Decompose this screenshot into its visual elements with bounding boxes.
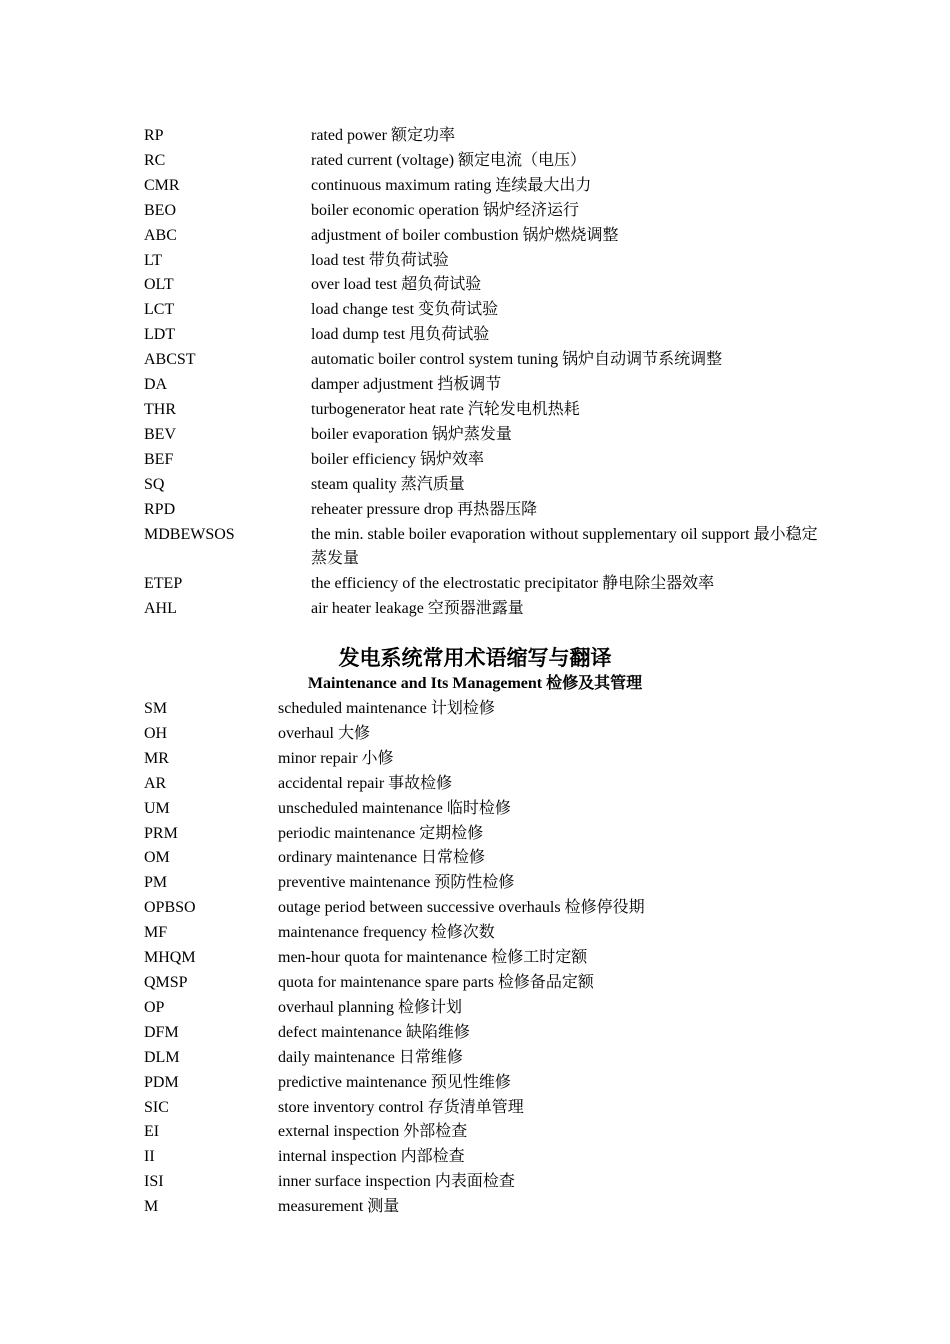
term-row (144, 1021, 824, 1046)
term-abbreviation: MF (144, 924, 168, 942)
term-abbreviation: PDM (144, 1073, 179, 1091)
term-abbreviation: MHQM (144, 949, 196, 967)
term-row (144, 1071, 824, 1096)
term-abbreviation: DLM (144, 1048, 180, 1066)
term-definition: defect maintenance 缺陷维修 (278, 1023, 470, 1041)
term-abbreviation: SQ (144, 475, 165, 493)
term-abbreviation: OM (144, 849, 170, 867)
term-abbreviation: OP (144, 998, 165, 1016)
term-definition: measurement 测量 (278, 1198, 400, 1216)
term-abbreviation: ETEP (144, 575, 183, 593)
term-definition: air heater leakage 空预器泄露量 (311, 600, 524, 618)
term-abbreviation: AHL (144, 600, 177, 618)
term-definition: overhaul planning 检修计划 (278, 998, 462, 1016)
term-abbreviation: II (144, 1148, 155, 1166)
term-definition: inner surface inspection 内表面检查 (278, 1173, 515, 1191)
term-row (144, 896, 824, 921)
term-definition: predictive maintenance 预见性维修 (278, 1073, 511, 1091)
term-abbreviation: LT (144, 251, 163, 269)
term-definition: adjustment of boiler combustion 锅炉燃烧调整 (311, 226, 619, 244)
term-definition: minor repair 小修 (278, 749, 394, 767)
term-row (144, 448, 824, 473)
term-definition: ordinary maintenance 日常检修 (278, 849, 486, 867)
term-definition: rated current (voltage) 额定电流（电压） (311, 151, 587, 169)
term-row (144, 697, 824, 722)
term-abbreviation: DA (144, 376, 168, 394)
term-definition: scheduled maintenance 计划检修 (278, 700, 495, 717)
term-row (144, 772, 824, 797)
term-abbreviation: PM (144, 874, 168, 892)
term-abbreviation: SM (144, 700, 168, 717)
term-row (144, 398, 824, 423)
term-definition: boiler evaporation 锅炉蒸发量 (311, 425, 512, 443)
term-row (144, 373, 824, 398)
section-subtitle: Maintenance and Its Management 检修及其管理 (307, 675, 643, 692)
page-title: 发电系统常用术语缩写与翻译 (338, 646, 612, 670)
term-abbreviation: DFM (144, 1023, 179, 1041)
term-abbreviation: RC (144, 151, 166, 169)
term-row (144, 224, 824, 249)
term-definition: the min. stable boiler evaporation without supplementary oil support 最小稳定蒸发量 (311, 525, 818, 568)
term-abbreviation: OLT (144, 276, 174, 294)
term-definition: quota for maintenance spare parts 检修备品定额 (278, 973, 594, 991)
term-row (144, 797, 824, 822)
term-definition: load dump test 甩负荷试验 (311, 326, 490, 344)
term-row (144, 249, 824, 274)
term-abbreviation: OH (144, 724, 168, 742)
term-row (144, 1096, 824, 1121)
term-abbreviation: MDBEWSOS (144, 525, 235, 543)
term-abbreviation: OPBSO (144, 899, 196, 917)
term-definition: external inspection 外部检查 (278, 1123, 468, 1141)
term-definition: load change test 变负荷试验 (311, 301, 499, 319)
term-definition: reheater pressure drop 再热器压降 (311, 500, 538, 518)
term-definition: preventive maintenance 预防性检修 (278, 874, 515, 892)
term-row (144, 871, 824, 896)
term-row (144, 1170, 824, 1195)
term-abbreviation: EI (144, 1123, 160, 1141)
term-definition: load test 带负荷试验 (311, 251, 449, 269)
term-row (144, 423, 824, 448)
term-definition: automatic boiler control system tuning 锅炉自动调节系统调整 (311, 351, 723, 369)
term-row (144, 1120, 824, 1145)
term-definition: internal inspection 内部检查 (278, 1148, 465, 1166)
term-row (144, 523, 824, 573)
term-row (144, 199, 824, 224)
term-definition: damper adjustment 挡板调节 (311, 376, 502, 394)
term-abbreviation: CMR (144, 176, 180, 194)
term-row (144, 273, 824, 298)
term-definition: overhaul 大修 (278, 724, 370, 742)
term-definition: men-hour quota for maintenance 检修工时定额 (278, 949, 588, 967)
term-definition: store inventory control 存货清单管理 (278, 1098, 524, 1116)
term-abbreviation: UM (144, 799, 170, 817)
term-abbreviation: LDT (144, 326, 176, 344)
term-abbreviation: ISI (144, 1173, 164, 1191)
term-row (144, 1195, 824, 1220)
term-row (144, 498, 824, 523)
term-abbreviation: RPD (144, 500, 176, 518)
term-row (144, 174, 824, 199)
term-definition: periodic maintenance 定期检修 (278, 824, 484, 842)
term-abbreviation: BEV (144, 425, 176, 443)
term-row (144, 921, 824, 946)
term-row (144, 822, 824, 847)
term-row (144, 996, 824, 1021)
term-definition: continuous maximum rating 连续最大出力 (311, 176, 592, 194)
term-abbreviation: PRM (144, 824, 178, 842)
term-definition: over load test 超负荷试验 (311, 276, 482, 294)
term-definition: boiler efficiency 锅炉效率 (311, 450, 484, 468)
term-row (144, 597, 824, 622)
term-abbreviation: THR (144, 400, 176, 418)
term-row (144, 149, 824, 174)
term-definition: rated power 额定功率 (311, 127, 455, 144)
term-definition: steam quality 蒸汽质量 (311, 475, 465, 493)
term-row (144, 298, 824, 323)
term-row (144, 1145, 824, 1170)
term-abbreviation: MR (144, 749, 169, 767)
term-definition: turbogenerator heat rate 汽轮发电机热耗 (311, 400, 580, 418)
term-row (144, 124, 824, 149)
term-abbreviation: ABCST (144, 351, 196, 369)
term-definition: daily maintenance 日常维修 (278, 1048, 463, 1066)
term-row (144, 348, 824, 373)
term-abbreviation: BEF (144, 450, 174, 468)
term-row (144, 1046, 824, 1071)
term-abbreviation: ABC (144, 226, 177, 244)
term-abbreviation: SIC (144, 1098, 169, 1116)
term-definition: unscheduled maintenance 临时检修 (278, 799, 511, 817)
term-definition: boiler economic operation 锅炉经济运行 (311, 201, 579, 219)
term-row (144, 946, 824, 971)
term-definition: outage period between successive overhauls 检修停役期 (278, 899, 645, 917)
term-abbreviation: LCT (144, 301, 175, 319)
term-row (144, 971, 824, 996)
term-definition: accidental repair 事故检修 (278, 774, 453, 792)
term-abbreviation: RP (144, 127, 164, 144)
term-row (144, 572, 824, 597)
term-row (144, 747, 824, 772)
term-abbreviation: AR (144, 774, 167, 792)
term-row (144, 722, 824, 747)
terms-list-performance (144, 124, 824, 622)
term-abbreviation: QMSP (144, 973, 188, 991)
term-abbreviation: M (144, 1198, 159, 1216)
term-definition: the efficiency of the electrostatic precipitator 静电除尘器效率 (311, 575, 715, 593)
term-row (144, 323, 824, 348)
term-definition: maintenance frequency 检修次数 (278, 924, 495, 942)
terms-list-maintenance (144, 697, 824, 1220)
term-abbreviation: BEO (144, 201, 176, 219)
term-row (144, 846, 824, 871)
term-row (144, 473, 824, 498)
